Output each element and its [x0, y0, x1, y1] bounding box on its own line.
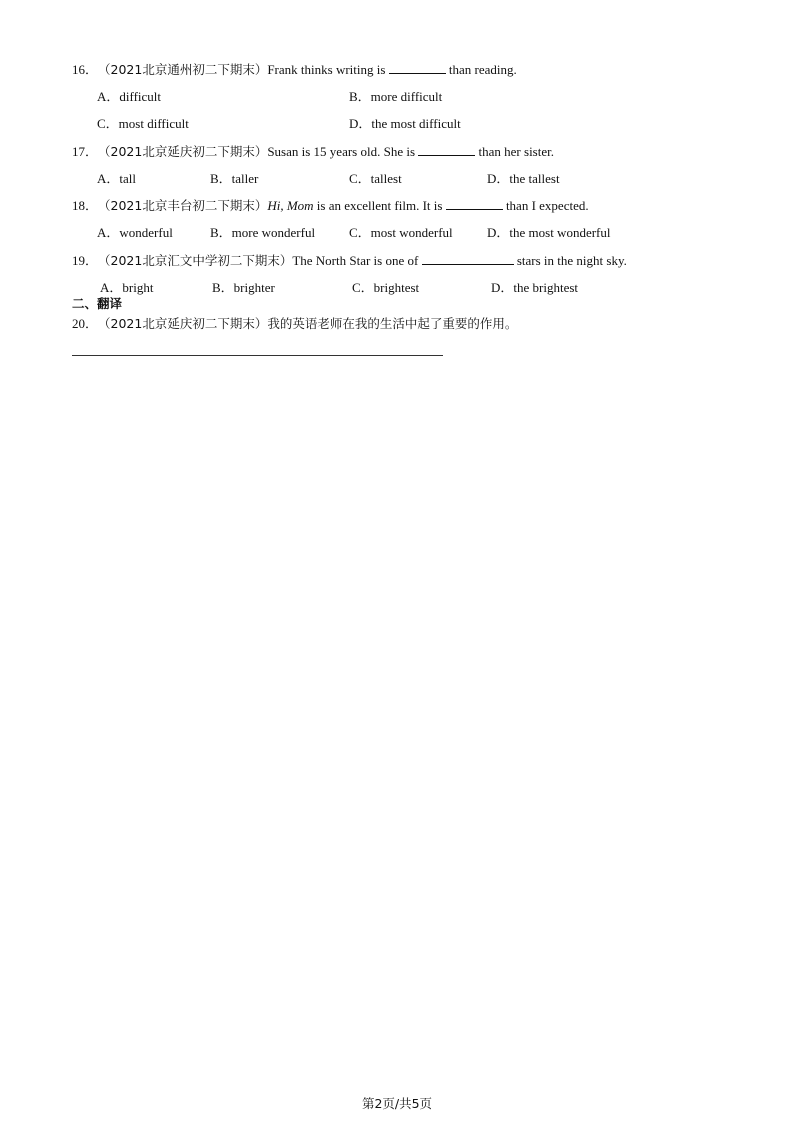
question-source: （2021北京延庆初二下期末）: [98, 316, 268, 331]
question-source: （2021北京汇文中学初二下期末）: [98, 253, 293, 268]
option-text: more wonderful: [231, 225, 316, 240]
question-text-after: than I expected.: [502, 198, 589, 213]
option-letter: C．: [352, 280, 374, 295]
option-c[interactable]: [349, 170, 402, 188]
option-a[interactable]: [97, 170, 136, 188]
question-20: [72, 315, 517, 333]
option-b[interactable]: [210, 224, 315, 242]
option-d[interactable]: [487, 224, 610, 242]
option-text: the brightest: [513, 280, 579, 295]
option-letter: A．: [97, 225, 120, 240]
option-b[interactable]: [349, 88, 442, 106]
option-text: the most wonderful: [509, 225, 611, 240]
option-letter: C．: [349, 225, 371, 240]
option-letter: A．: [100, 280, 123, 295]
question-17: [72, 143, 554, 161]
translation-prompt: 我的英语老师在我的生活中起了重要的作用。: [267, 316, 518, 331]
question-text-after: stars in the night sky.: [513, 253, 627, 268]
question-16: [72, 61, 517, 79]
question-text-before: The North Star is one of: [292, 253, 422, 268]
option-a[interactable]: [100, 279, 153, 297]
option-d[interactable]: [491, 279, 578, 297]
question-text-before: Frank thinks writing is: [267, 62, 389, 77]
question-text-before: Susan is 15 years old. She is: [267, 144, 419, 159]
option-letter: A．: [97, 171, 120, 186]
translation-answer-line[interactable]: [72, 355, 443, 356]
option-d[interactable]: [487, 170, 560, 188]
question-source: （2021北京延庆初二下期末）: [98, 144, 268, 159]
option-letter: C．: [97, 116, 119, 131]
option-letter: D．: [487, 171, 510, 186]
option-text: most difficult: [118, 116, 189, 131]
option-letter: B．: [210, 225, 232, 240]
option-text: the tallest: [509, 171, 560, 186]
option-text: taller: [231, 171, 259, 186]
option-letter: D．: [487, 225, 510, 240]
answer-blank[interactable]: [422, 252, 514, 265]
option-text: the most difficult: [371, 116, 461, 131]
option-letter: B．: [212, 280, 234, 295]
answer-blank[interactable]: [418, 143, 475, 156]
answer-blank[interactable]: [446, 197, 503, 210]
option-c[interactable]: [349, 224, 453, 242]
option-c[interactable]: [97, 115, 189, 133]
option-letter: B．: [349, 89, 371, 104]
option-c[interactable]: [352, 279, 419, 297]
question-text-before: is an excellent film. It is: [313, 198, 446, 213]
option-letter: C．: [349, 171, 371, 186]
option-text: wonderful: [119, 225, 173, 240]
option-b[interactable]: [210, 170, 258, 188]
question-number: 16．: [72, 62, 99, 77]
option-text: more difficult: [370, 89, 443, 104]
question-source: （2021北京丰台初二下期末）: [98, 198, 268, 213]
option-text: most wonderful: [370, 225, 453, 240]
page-footer: 第2页/共5页: [361, 1096, 433, 1111]
option-letter: B．: [210, 171, 232, 186]
question-text-after: than reading.: [445, 62, 517, 77]
option-letter: D．: [349, 116, 372, 131]
option-d[interactable]: [349, 115, 461, 133]
question-number: 19．: [72, 253, 99, 268]
option-a[interactable]: [97, 224, 173, 242]
option-text: tall: [119, 171, 136, 186]
option-letter: D．: [491, 280, 514, 295]
option-text: brighter: [233, 280, 275, 295]
question-number: 17．: [72, 144, 99, 159]
question-19: [72, 252, 627, 270]
option-text: difficult: [119, 89, 162, 104]
option-a[interactable]: [97, 88, 161, 106]
question-number: 18．: [72, 198, 99, 213]
film-title: Hi, Mom: [267, 198, 314, 213]
option-text: bright: [122, 280, 154, 295]
question-text-after: than her sister.: [475, 144, 554, 159]
question-number: 20．: [72, 316, 99, 331]
option-letter: A．: [97, 89, 120, 104]
option-b[interactable]: [212, 279, 275, 297]
question-18: [72, 197, 589, 215]
option-text: tallest: [370, 171, 402, 186]
section-heading-translation: 二、翻译: [72, 296, 123, 311]
question-source: （2021北京通州初二下期末）: [98, 62, 268, 77]
option-text: brightest: [373, 280, 420, 295]
answer-blank[interactable]: [389, 61, 446, 74]
